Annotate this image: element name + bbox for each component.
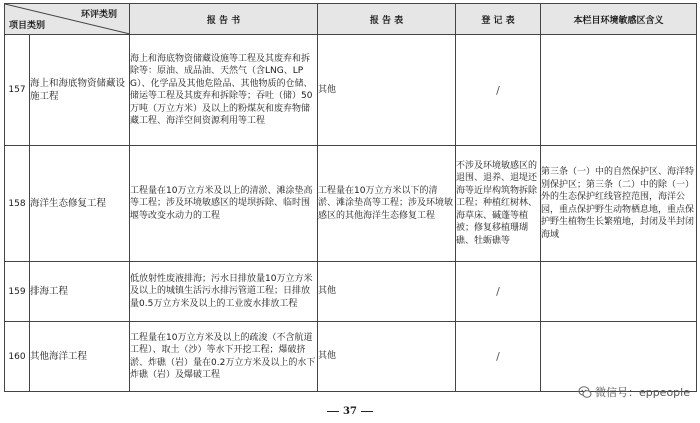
page-footer (0, 406, 700, 417)
table-row (5, 322, 697, 392)
project-name: 海洋生态修复工程 (30, 146, 130, 262)
watermark (578, 384, 690, 400)
report-form-cell: 其他 (318, 262, 456, 322)
report-form-cell: 工程量在10万立方米以下的清淤、滩涂垫高等工程；涉及环境敏感区的其他海洋生态修复工程 (318, 146, 456, 262)
table-row (5, 35, 697, 146)
project-name: 海上和海底物资储藏设施工程 (30, 35, 130, 146)
eia-classification-table (4, 3, 697, 392)
header-report-form: 报 告 表 (318, 4, 456, 35)
row-number: 160 (5, 322, 30, 392)
sensitive-area-cell (541, 322, 697, 392)
report-form-cell: 其他 (318, 322, 456, 392)
register-form-cell: / (456, 35, 541, 146)
report-book-cell: 海上和海底物资储藏设施等工程及其废弃和拆除等：原油、成品油、天然气（含LNG、LPG）、化学品及其他危险品、其他物质的仓储、储运等工程及其废弃和拆除等；吞吐（储）50万吨（万立方米）及以上的粉煤灰和废弃物储藏工程、海洋空间资源利用等工程 (130, 35, 318, 146)
report-book-cell: 低放射性废液排海；污水日排放量10万立方米及以上的城镇生活污水排污管道工程；日排放量0.5万立方米及以上的工业废水排放工程 (130, 262, 318, 322)
header-category-top: 环评类别 (80, 10, 117, 20)
report-book-cell: 工程量在10万立方米及以上的清淤、滩涂垫高等工程；涉及环境敏感区的堤坝拆除、临时围堰等改变水动力的工程 (130, 146, 318, 262)
project-name: 其他海洋工程 (30, 322, 130, 392)
report-book-cell: 工程量在10万立方米及以上的疏浚（不含航道工程）、取土（沙）等水下开挖工程；爆破挤淤、炸礁（岩）量在0.2万立方米及以上的水下炸礁（岩）及爆破工程 (130, 322, 318, 392)
header-register-form: 登 记 表 (456, 4, 541, 35)
table-row (5, 146, 697, 262)
sensitive-area-cell (541, 262, 697, 322)
sensitive-area-cell: 第三条（一）中的自然保护区、海洋特别保护区；第三条（二）中的除（一）外的生态保护红线管控范围，海洋公园，重点保护野生动物栖息地，重点保护野生植物生长繁殖地，封闭及半封闭海域 (541, 146, 697, 262)
row-number: 157 (5, 35, 30, 146)
footer-dash-left (327, 411, 339, 412)
header-report-book: 报 告 书 (130, 4, 318, 35)
project-name: 排海工程 (30, 262, 130, 322)
header-category-bottom: 项目类别 (9, 21, 46, 31)
table-row (5, 262, 697, 322)
wechat-icon (578, 385, 592, 399)
sensitive-area-cell (541, 35, 697, 146)
register-form-cell: / (456, 322, 541, 392)
footer-dash-right (361, 411, 373, 412)
register-form-cell: 不涉及环境敏感区的退围、退养、退堤还海等近岸构筑物拆除工程；种植红树林、海草床、碱蓬等植被；修复移植珊瑚礁、牡蛎礁等 (456, 146, 541, 262)
page-number: 37 (343, 406, 357, 417)
row-number: 158 (5, 146, 30, 262)
watermark-text: 微信号：eppeople (594, 386, 690, 399)
diagonal-header-cell (5, 4, 130, 35)
header-sensitive-area: 本栏目环境敏感区含义 (541, 4, 697, 35)
register-form-cell: / (456, 262, 541, 322)
row-number: 159 (5, 262, 30, 322)
table-header-row (5, 4, 697, 35)
report-form-cell: 其他 (318, 35, 456, 146)
